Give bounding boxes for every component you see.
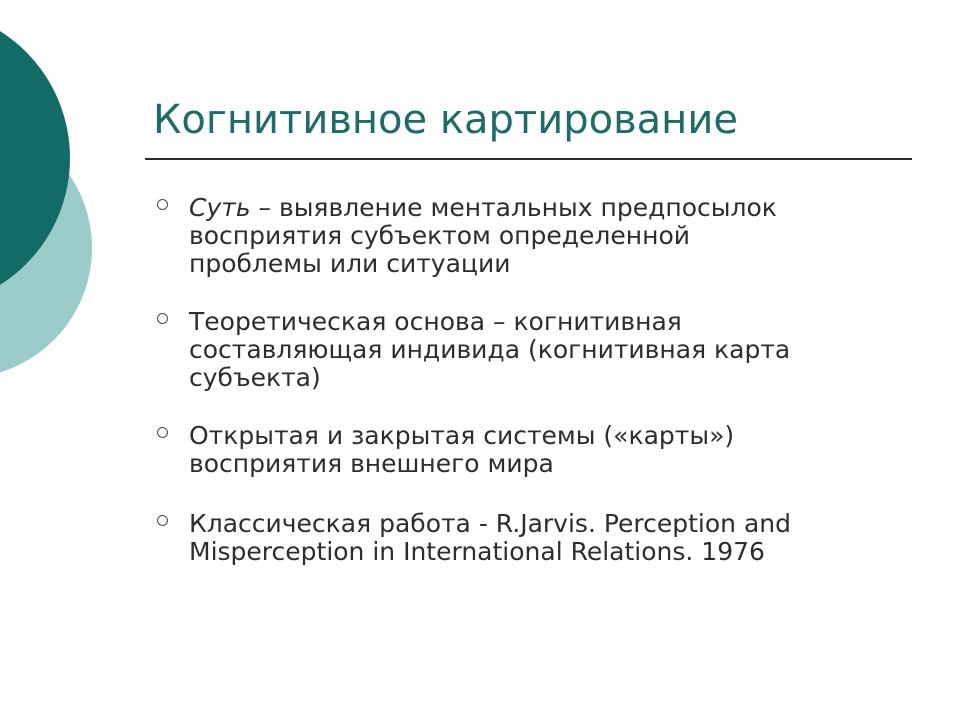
bullet-text — [189, 193, 777, 278]
bullet-item-essence — [157, 194, 897, 278]
title-divider — [145, 158, 912, 160]
bullet-item-systems — [157, 422, 897, 478]
bullet-text: Открытая и закрытая системы («карты») восприятия внешнего мира — [189, 421, 735, 478]
bullet-item-classic-work — [157, 510, 897, 566]
slide-title: Когнитивное картирование — [153, 97, 738, 143]
hollow-circle-bullet-icon — [157, 313, 168, 324]
bullet-item-theory — [157, 308, 897, 392]
bullet-text: Теоретическая основа – когнитивная составляющая индивида (когнитивная карта субъекта) — [189, 307, 791, 392]
hollow-circle-bullet-icon — [157, 515, 168, 526]
bullet-body: – выявление ментальных предпосылок восприятия субъектом определенной проблемы или ситуации — [189, 193, 777, 278]
bullet-body-line-1: Классическая работа - R.Jarvis. Perception and — [189, 509, 792, 538]
bullet-text — [189, 509, 791, 566]
bullet-body-line-2: Misperception in International Relations. 1976 — [189, 537, 765, 566]
bullet-lead-word: Суть — [189, 193, 251, 222]
bullet-list — [157, 194, 897, 566]
hollow-circle-bullet-icon — [157, 199, 168, 210]
hollow-circle-bullet-icon — [157, 427, 168, 438]
